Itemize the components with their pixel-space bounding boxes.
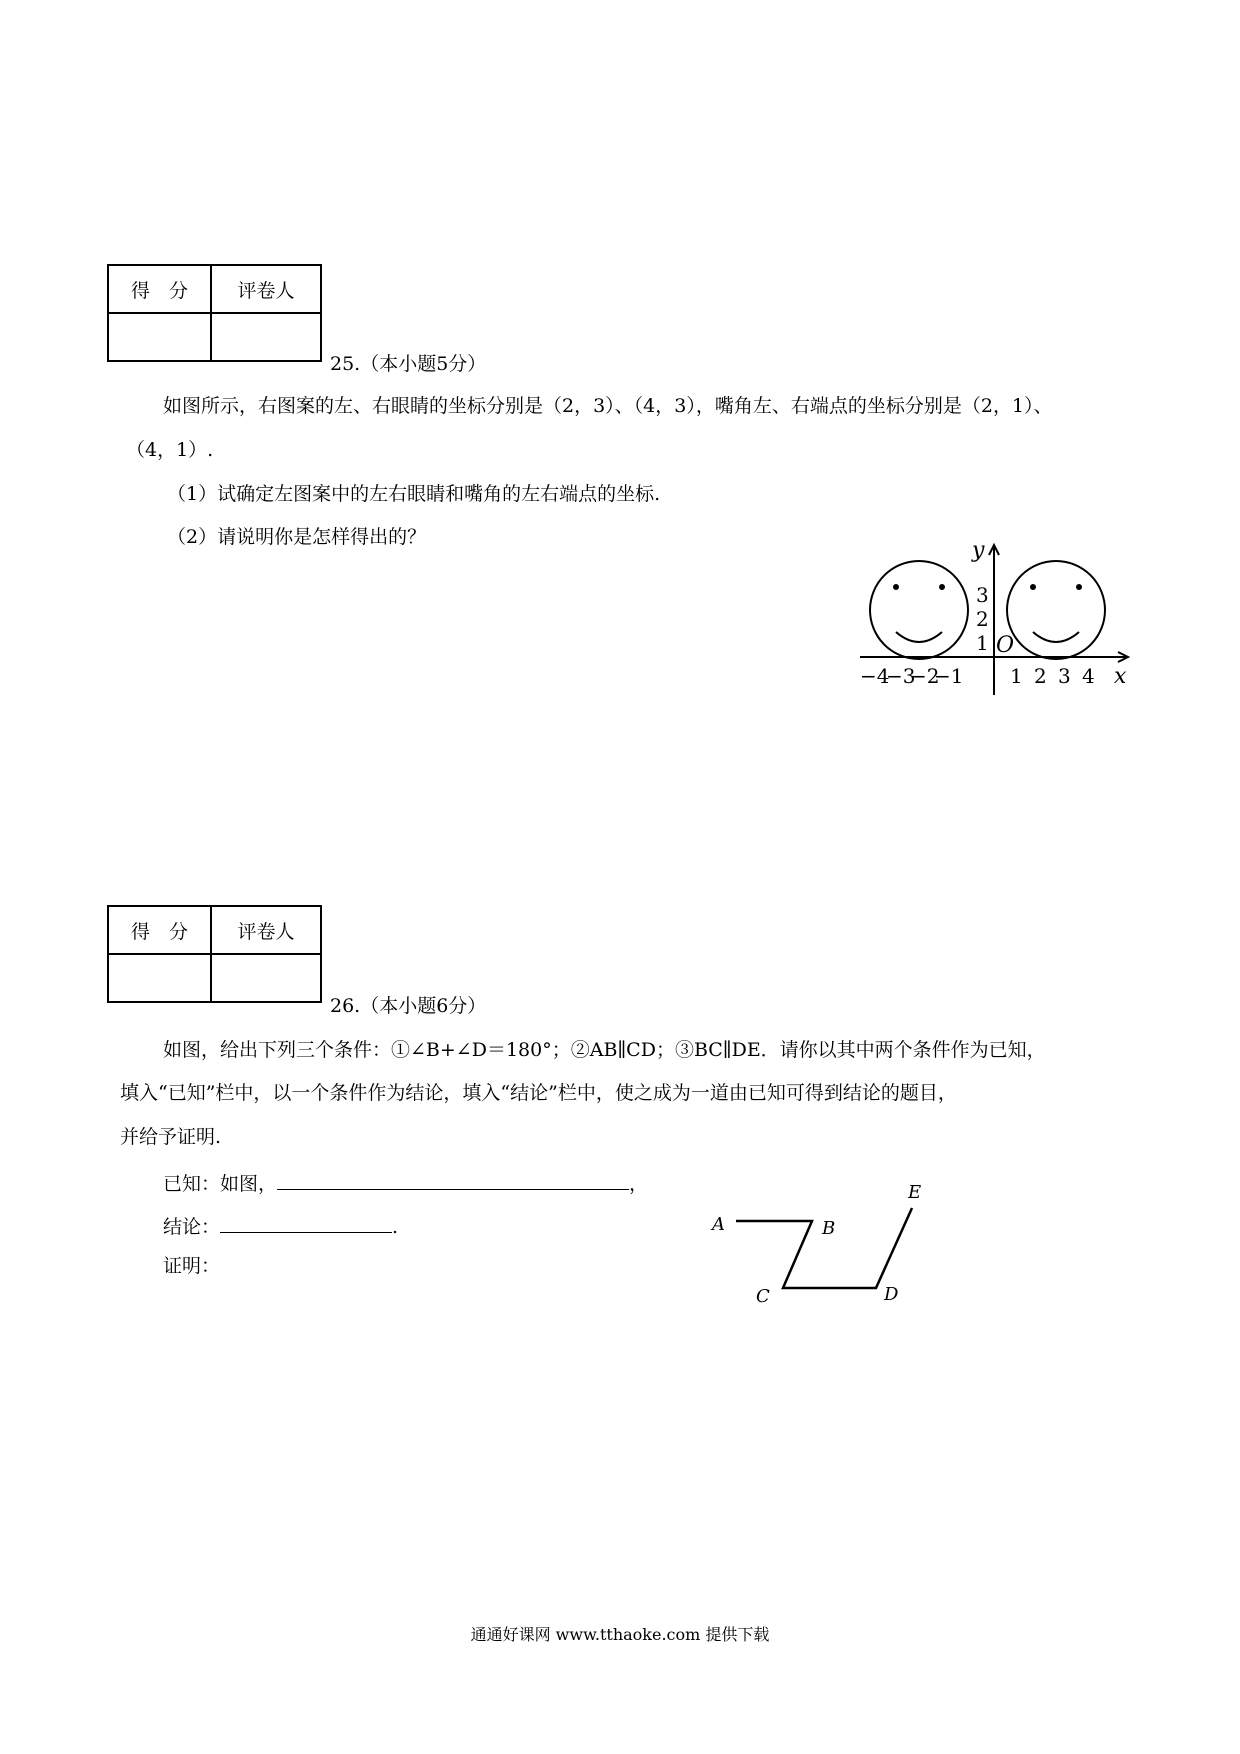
point-E: E — [908, 1182, 922, 1203]
right-face — [1007, 561, 1105, 659]
score-cell[interactable] — [108, 313, 211, 361]
conclusion-label: 结论： — [163, 1216, 221, 1238]
given-row — [163, 1167, 648, 1197]
x-tick-neg1: −1 — [934, 664, 964, 688]
angle-figure — [700, 1178, 940, 1308]
point-C: C — [756, 1286, 770, 1307]
left-face — [870, 561, 968, 659]
question-26-stem-line1: 如图，给出下列三个条件：①∠B+∠D＝180°；②AB∥CD；③BC∥DE．请你以其中两个条件作为已知， — [163, 1039, 1046, 1061]
point-A: A — [712, 1214, 725, 1235]
grader-cell[interactable] — [211, 954, 321, 1002]
y-tick-2: 2 — [976, 607, 989, 631]
question-25-title: 25.（本小题5分） — [330, 353, 487, 375]
x-tick-2: 2 — [1034, 664, 1047, 688]
x-axis-label: x — [1114, 664, 1127, 689]
x-tick-neg4: −4 — [860, 664, 890, 688]
question-25-sub2: （2）请说明你是怎样得出的？ — [167, 526, 427, 548]
grader-header: 评卷人 — [211, 906, 321, 954]
grader-cell[interactable] — [211, 313, 321, 361]
right-face-mouth — [1033, 632, 1079, 642]
score-table-25 — [107, 264, 322, 362]
question-25-stem-line1: 如图所示，右图案的左、右眼睛的坐标分别是（2，3）、（4，3），嘴角左、右端点的坐标分别是（2，1）、 — [163, 395, 1053, 417]
question-25-stem-line2: （4，1）. — [126, 439, 214, 461]
x-tick-neg2: −2 — [910, 664, 940, 688]
left-face-left-eye — [893, 584, 899, 590]
x-tick-neg3: −3 — [886, 664, 916, 688]
grader-header: 评卷人 — [211, 265, 321, 313]
x-tick-4: 4 — [1082, 664, 1095, 688]
origin-label: O — [996, 633, 1015, 658]
question-26-stem-line3: 并给予证明. — [120, 1126, 222, 1148]
y-tick-1: 1 — [976, 631, 989, 655]
y-axis-label: y — [972, 538, 985, 563]
score-table-26 — [107, 905, 322, 1003]
given-end: ， — [629, 1173, 649, 1195]
x-tick-3: 3 — [1058, 664, 1071, 688]
conclusion-end: . — [392, 1216, 399, 1238]
score-header: 得 分 — [108, 906, 211, 954]
question-26-title: 26.（本小题6分） — [330, 995, 487, 1017]
footer: 通通好课网 www.tthaoke.com 提供下载 — [470, 1625, 770, 1644]
left-face-right-eye — [939, 584, 945, 590]
given-blank[interactable] — [277, 1167, 629, 1190]
score-cell[interactable] — [108, 954, 211, 1002]
y-tick-3: 3 — [976, 583, 989, 607]
question-26-stem-line2: 填入“已知”栏中，以一个条件作为结论，填入“结论”栏中，使之成为一道由已知可得到结论的题目， — [120, 1082, 957, 1104]
given-label: 已知：如图， — [163, 1173, 278, 1195]
proof-label: 证明： — [163, 1255, 221, 1277]
x-tick-1: 1 — [1010, 664, 1023, 688]
score-header: 得 分 — [108, 265, 211, 313]
right-face-left-eye — [1030, 584, 1036, 590]
point-B: B — [822, 1218, 836, 1239]
left-face-mouth — [896, 632, 942, 642]
point-D: D — [884, 1284, 899, 1305]
smiley-coordinate-figure — [860, 535, 1140, 700]
right-face-right-eye — [1076, 584, 1082, 590]
conclusion-row — [163, 1210, 398, 1240]
question-25-sub1: （1）试确定左图案中的左右眼睛和嘴角的左右端点的坐标. — [167, 483, 661, 505]
conclusion-blank[interactable] — [220, 1210, 392, 1233]
